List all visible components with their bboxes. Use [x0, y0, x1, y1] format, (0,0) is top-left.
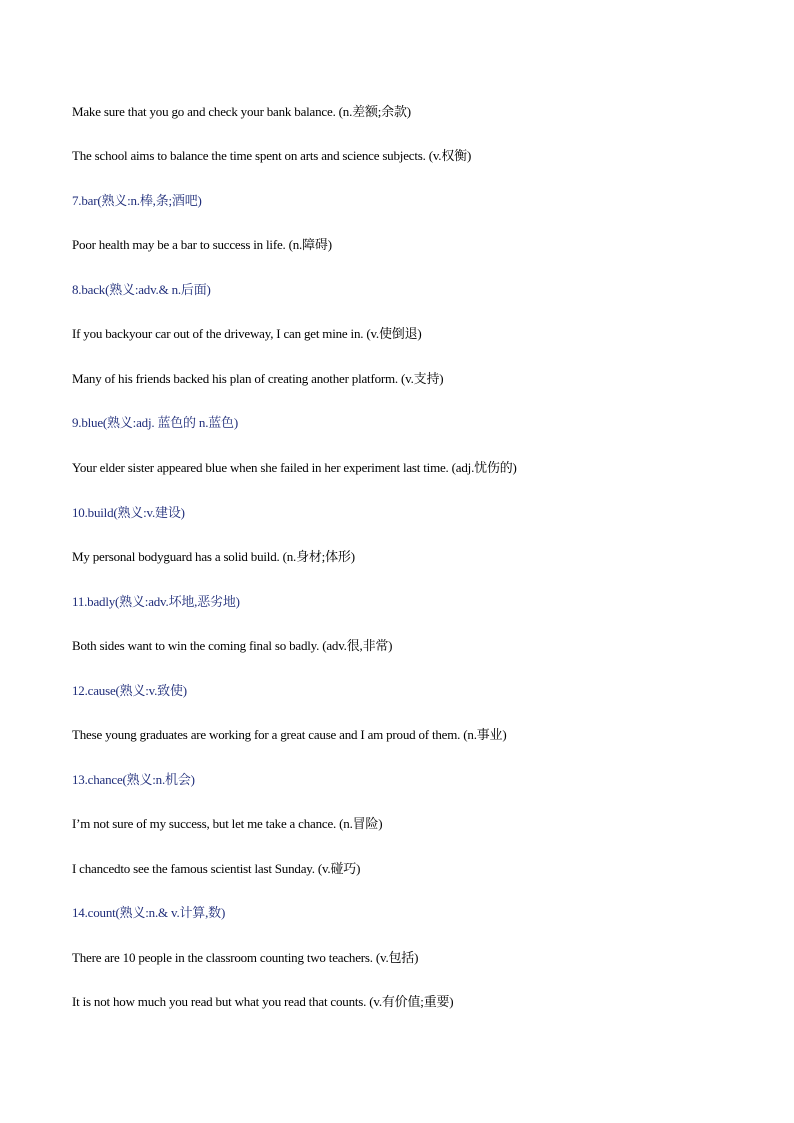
example-sentence: Both sides want to win the coming final so badly. (adv.很,非常) [72, 638, 393, 653]
example-sentence: There are 10 people in the classroom counting two teachers. (v.包括) [72, 950, 419, 965]
example-sentence: Poor health may be a bar to success in life. (n.障碍) [72, 237, 332, 252]
example-sentence: Your elder sister appeared blue when she failed in her experiment last time. (adj.忧伤的) [72, 460, 517, 475]
example-sentence: If you backyour car out of the driveway, I can get mine in. (v.使倒退) [72, 326, 422, 341]
word-heading: 13.chance(熟义:n.机会) [72, 772, 195, 787]
example-sentence: It is not how much you read but what you read that counts. (v.有价值;重要) [72, 994, 454, 1009]
word-heading: 11.badly(熟义:adv.坏地,恶劣地) [72, 594, 240, 609]
example-sentence: My personal bodyguard has a solid build. (n.身材;体形) [72, 549, 355, 564]
word-heading: 9.blue(熟义:adj. 蓝色的 n.蓝色) [72, 415, 238, 430]
word-heading: 12.cause(熟义:v.致使) [72, 683, 187, 698]
word-heading: 10.build(熟义:v.建设) [72, 505, 185, 520]
example-sentence: I chancedto see the famous scientist last Sunday. (v.碰巧) [72, 861, 361, 876]
example-sentence: I’m not sure of my success, but let me take a chance. (n.冒险) [72, 816, 383, 831]
example-sentence: These young graduates are working for a great cause and I am proud of them. (n.事业) [72, 727, 507, 742]
word-heading: 7.bar(熟义:n.棒,条;酒吧) [72, 193, 202, 208]
word-heading: 14.count(熟义:n.& v.计算,数) [72, 905, 226, 920]
word-heading: 8.back(熟义:adv.& n.后面) [72, 282, 211, 297]
example-sentence: Many of his friends backed his plan of creating another platform. (v.支持) [72, 371, 444, 386]
example-sentence: Make sure that you go and check your bank balance. (n.差额;余款) [72, 104, 411, 119]
example-sentence: The school aims to balance the time spent on arts and science subjects. (v.权衡) [72, 148, 472, 163]
